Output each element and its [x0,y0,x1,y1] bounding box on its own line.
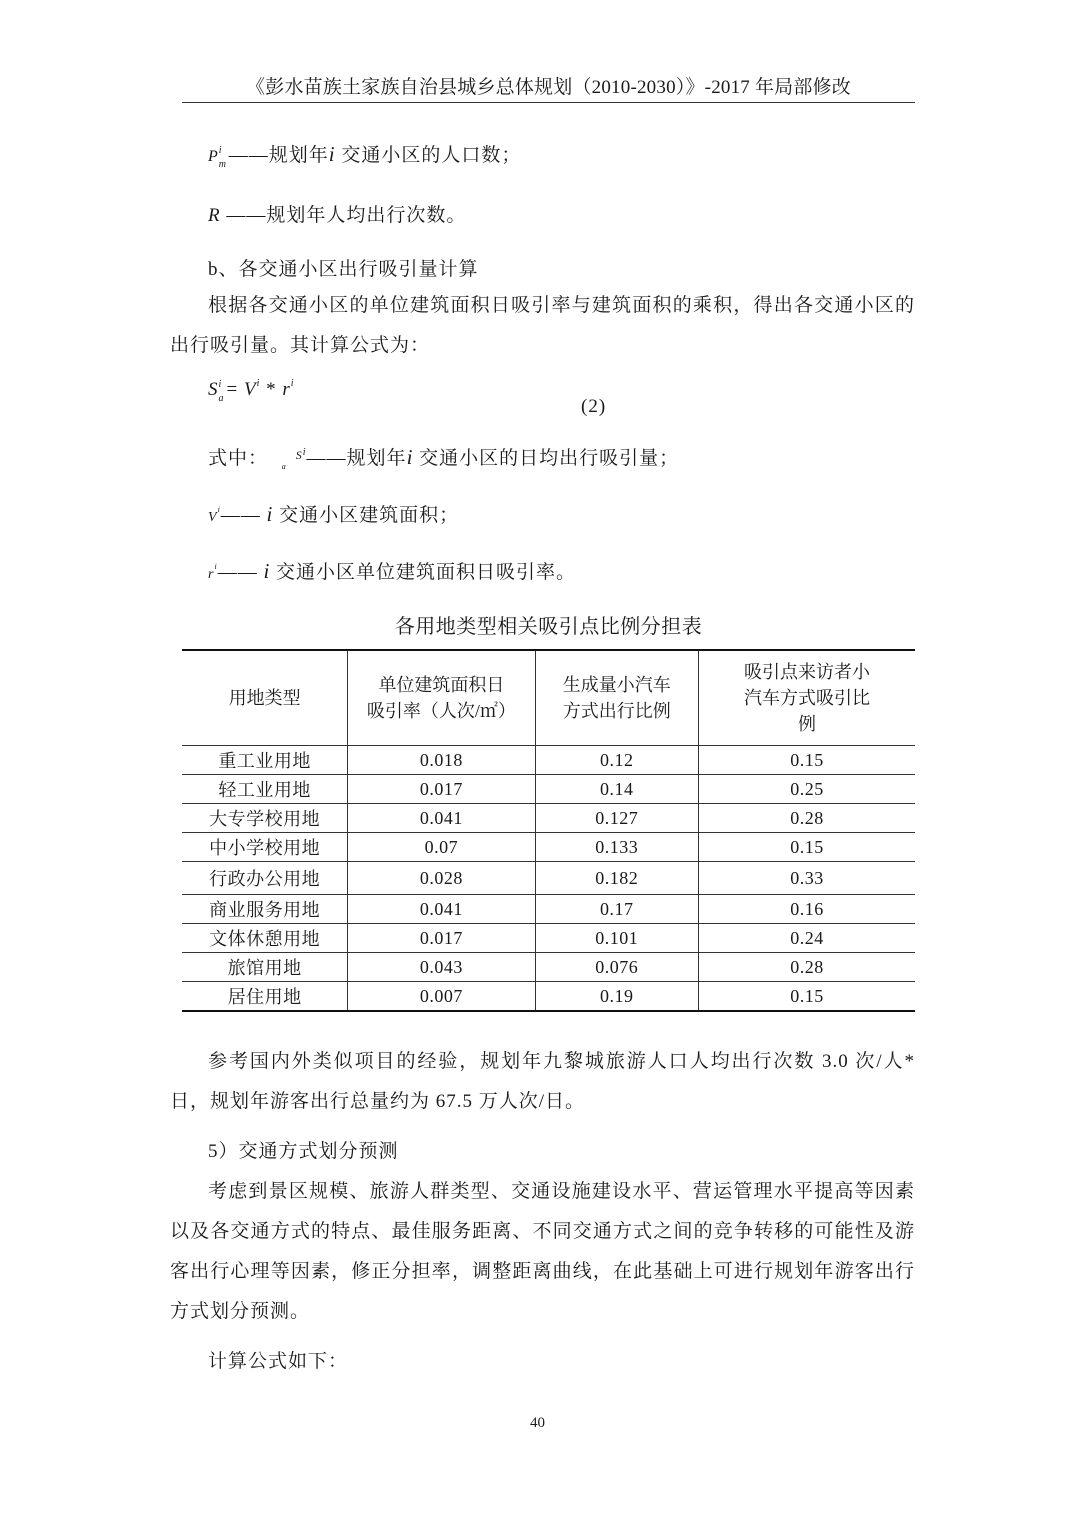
header-land-type-line1: 用地类型 [228,688,301,708]
cell-visitor-car: 0.25 [698,775,915,804]
header-attraction-rate-line1: 单位建筑面积日 [378,675,505,695]
table-row [182,895,915,924]
symbol-r: R [208,205,221,226]
where-v-dash: —— [220,505,267,526]
table-row [182,924,915,953]
where-s-dash: ——规划年 [306,448,407,469]
where-r-symbol: r [208,567,215,582]
attraction-ratio-table [182,649,915,1012]
table-row [182,746,915,775]
body-paragraph-1: 参考国内外类似项目的经验，规划年九黎城旅游人口人均出行次数 3.0 次/人*日，规划年游客出行总量约为 67.5 万人次/日。 [170,1051,915,1112]
table-row [182,862,915,895]
cell-visitor-car: 0.15 [698,746,915,775]
symbol-p: P [208,148,219,165]
where-r [208,557,576,584]
cell-car-generation: 0.101 [535,924,698,953]
cell-attraction-rate: 0.007 [348,982,535,1012]
section-b-paragraph: 根据各交通小区的单位建筑面积日吸引率与建筑面积的乘积，得出各交通小区的出行吸引量。其计算公式为： [170,295,915,356]
table-row [182,982,915,1012]
table-header-row [182,650,915,746]
cell-land-type: 文体休憩用地 [182,924,348,953]
where-r-text: 交通小区单位建筑面积日吸引率。 [270,562,577,583]
definition-pm [208,140,522,170]
cell-land-type: 中小学校用地 [182,833,348,862]
table-row [182,775,915,804]
header-car-generation-line1: 生成量小汽车 [562,675,671,695]
formula-r: r [282,379,291,400]
cell-attraction-rate: 0.07 [348,833,535,862]
where-s [208,443,679,470]
header-land-type [182,650,348,746]
header-car-generation-line2: 方式出行比例 [562,701,671,721]
table-row [182,953,915,982]
definition-pm-text: 交通小区的人口数； [335,145,522,166]
cell-car-generation: 0.182 [535,862,698,895]
where-v-sup: i [217,505,221,514]
where-s-var: i [406,445,414,469]
cell-attraction-rate: 0.028 [348,862,535,895]
table-row [182,833,915,862]
cell-attraction-rate: 0.043 [348,953,535,982]
where-r-var: i [263,559,271,583]
cell-visitor-car: 0.28 [698,953,915,982]
running-header: 《彭水苗族土家族自治县城乡总体规划（2010-2030）》-2017 年局部修改 [246,77,851,98]
where-v-text: 交通小区建筑面积； [273,505,460,526]
cell-attraction-rate: 0.018 [348,746,535,775]
cell-land-type: 居住用地 [182,982,348,1012]
cell-attraction-rate: 0.041 [348,895,535,924]
formula-v-sup: i [256,378,261,389]
cell-land-type: 大专学校用地 [182,804,348,833]
where-v-var: i [266,502,274,526]
cell-car-generation: 0.127 [535,804,698,833]
formula-2 [208,378,295,404]
cell-car-generation: 0.17 [535,895,698,924]
cell-land-type: 旅馆用地 [182,953,348,982]
formula-number: (2) [581,396,607,417]
cell-car-generation: 0.076 [535,953,698,982]
symbol-p-sub: m [218,159,228,170]
header-visitor-car-line2: 汽车方式吸引比 [743,688,870,708]
definition-pm-dash: ——规划年 [228,145,329,166]
cell-attraction-rate: 0.041 [348,804,535,833]
cell-visitor-car: 0.33 [698,862,915,895]
cell-car-generation: 0.14 [535,775,698,804]
cell-visitor-car: 0.16 [698,895,915,924]
header-visitor-car-ratio [698,650,915,746]
where-r-dash: —— [217,562,264,583]
cell-land-type: 重工业用地 [182,746,348,775]
cell-car-generation: 0.19 [535,982,698,1012]
cell-land-type: 轻工业用地 [182,775,348,804]
cell-land-type: 行政办公用地 [182,862,348,895]
formula-s-sup: i [218,379,223,390]
formula-r-sup: i [290,378,295,389]
where-s-text: 交通小区的日均出行吸引量； [413,448,680,469]
symbol-p-sup: i [218,145,223,156]
where-r-sup: i [214,562,218,571]
header-car-generation-ratio [535,650,698,746]
cell-visitor-car: 0.15 [698,833,915,862]
cell-attraction-rate: 0.017 [348,775,535,804]
where-v [208,500,459,527]
section-b-heading: b、各交通小区出行吸引量计算 [208,259,479,280]
where-s-sub: a [281,462,287,471]
body-paragraph-2: 考虑到景区规模、旅游人群类型、交通设施建设水平、营运管理水平提高等因素以及各交通方式的特点、最佳服务距离、不同交通方式之间的竞争转移的可能性及游客出行心理等因素，修正分担率，调整距离曲线，在此基础上可进行规划年游客出行方式划分预测。 [170,1181,915,1322]
cell-attraction-rate: 0.017 [348,924,535,953]
where-s-sup: i [302,447,307,458]
cell-visitor-car: 0.24 [698,924,915,953]
header-rule [182,102,915,103]
header-visitor-car-line1: 吸引点来访者小 [743,662,870,682]
definition-r [208,200,466,227]
body-paragraph-3: 计算公式如下： [208,1351,349,1372]
formula-s-sub: a [218,393,225,404]
table-title: 各用地类型相关吸引点比例分担表 [394,614,703,638]
cell-car-generation: 0.133 [535,833,698,862]
formula-eq: = [226,379,244,400]
page-number: 40 [530,1415,545,1431]
section-5-heading: 5）交通方式划分预测 [208,1141,399,1162]
definition-r-text: ——规划年人均出行次数。 [220,205,467,226]
formula-v: V [243,379,257,400]
where-s-symbol: S [295,448,303,462]
cell-visitor-car: 0.28 [698,804,915,833]
formula-s: S [208,379,219,400]
header-attraction-rate-line2: 吸引率（人次/㎡） [366,701,516,721]
where-label: 式中： [208,448,269,469]
header-visitor-car-line3: 例 [797,714,816,734]
cell-visitor-car: 0.15 [698,982,915,1012]
header-attraction-rate [348,650,535,746]
where-v-symbol: V [208,510,218,525]
cell-car-generation: 0.12 [535,746,698,775]
table-row [182,804,915,833]
var-i: i [328,142,336,166]
cell-land-type: 商业服务用地 [182,895,348,924]
formula-times: * [260,379,283,400]
